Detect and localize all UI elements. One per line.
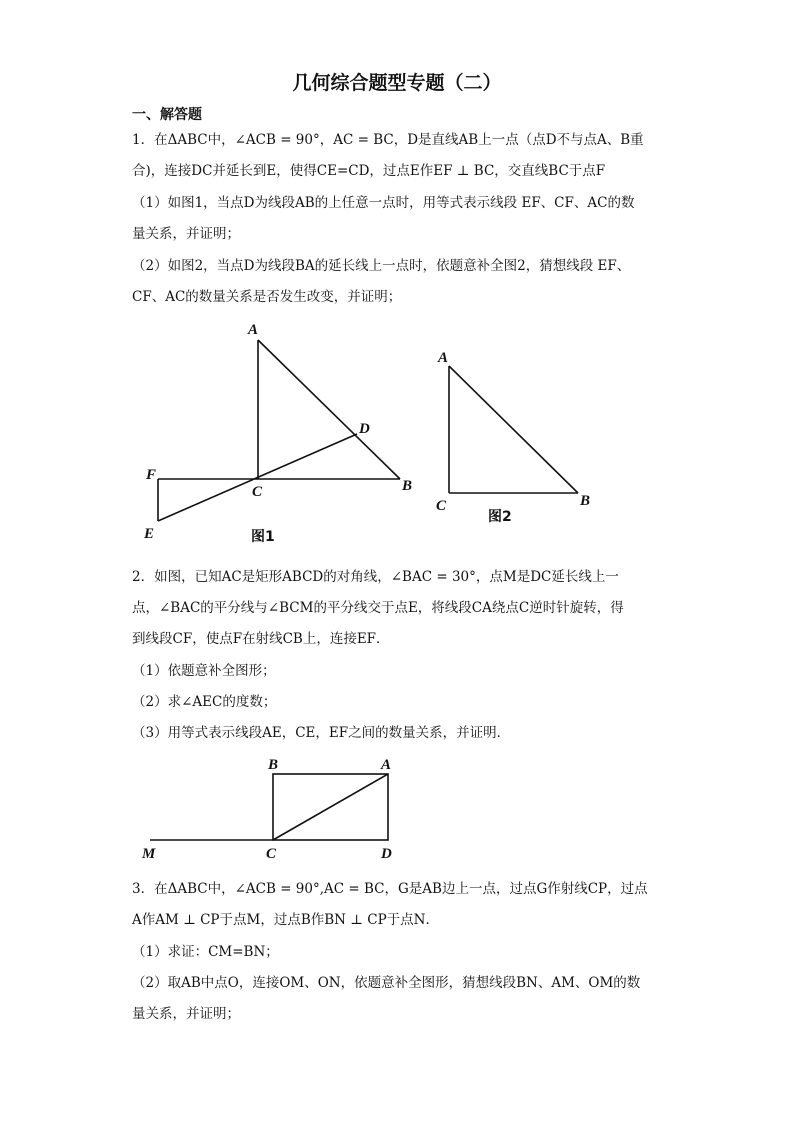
q2-label-c: C: [266, 846, 277, 862]
q2-line-1: 2．如图，已知AC是矩形ABCD的对角线，∠BAC = 30°，点M是DC延长线上一: [132, 569, 619, 585]
q1-line-1: 1．在ΔABC中，∠ACB = 90°，AC = BC，D是直线AB上一点（点D不与点A、B重: [132, 132, 644, 148]
q2-label-b: B: [268, 757, 279, 773]
fig1-label-b: B: [402, 478, 413, 494]
q1-part2-line-2: CF、AC的数量关系是否发生改变，并证明；: [132, 289, 402, 305]
figure-1: [143, 322, 412, 545]
fig2-label-c: C: [436, 498, 447, 514]
q3-line-2: A作AM ⊥ CP于点M，过点B作BN ⊥ CP于点N．: [132, 912, 439, 928]
fig1-label-a: A: [248, 322, 259, 338]
figure-2: [436, 350, 590, 525]
segment-ab: [258, 340, 400, 479]
q1-part1-line-2: 量关系，并证明；: [132, 226, 240, 242]
section-heading: 一、解答题: [132, 107, 202, 123]
fig2-label-a: A: [438, 350, 449, 366]
q2-line-2: 点，∠BAC的平分线与∠BCM的平分线交于点E，将线段CA绕点C逆时针旋转，得: [132, 600, 624, 616]
q1-part1-line-1: （1）如图1，当点D为线段AB的上任意一点时，用等式表示线段 EF、CF、AC的数: [132, 195, 635, 211]
fig2-label-b: B: [580, 493, 591, 509]
q2-label-m: M: [142, 846, 156, 862]
q3-part-1: （1）求证：CM=BN；: [132, 944, 279, 960]
q1-part2-line-1: （2）如图2，当点D为线段BA的延长线上一点时，依题意补全图2，猜想线段 EF、: [132, 258, 631, 274]
q3-line-1: 3．在ΔABC中，∠ACB = 90°,AC = BC，G是AB边上一点，过点G作射线CP，过点: [132, 881, 648, 897]
fig1-caption: 图1: [251, 529, 275, 545]
fig2-segment-ab: [449, 366, 578, 493]
fig1-label-f: F: [146, 467, 157, 483]
q2-part-1: （1）依题意补全图形；: [132, 663, 276, 679]
figure-q2: [141, 757, 392, 862]
q2-line-3: 到线段CF，使点F在射线CB上，连接EF．: [132, 631, 390, 647]
fig1-label-d: D: [359, 421, 370, 437]
page-title: 几何综合题型专题（二）: [292, 72, 502, 94]
q3-part-2-line-1: （2）取AB中点O，连接OM、ON，依题意补全图形，猜想线段BN、AM、OM的数: [132, 975, 641, 991]
diagonal-ac: [273, 774, 388, 840]
q2-label-a: A: [381, 757, 392, 773]
fig1-label-e: E: [144, 526, 155, 542]
q2-part-3: （3）用等式表示线段AE，CE，EF之间的数量关系，并证明．: [132, 725, 511, 741]
q3-part-2-line-2: 量关系，并证明；: [132, 1006, 240, 1022]
fig1-label-c: C: [252, 484, 263, 500]
q2-label-d: D: [381, 846, 392, 862]
q2-part-2: （2）求∠AEC的度数；: [132, 694, 277, 710]
q1-line-2: 合)，连接DC并延长到E，使得CE=CD，过点E作EF ⊥ BC，交直线BC于点F: [132, 163, 606, 179]
fig2-caption: 图2: [488, 509, 512, 525]
